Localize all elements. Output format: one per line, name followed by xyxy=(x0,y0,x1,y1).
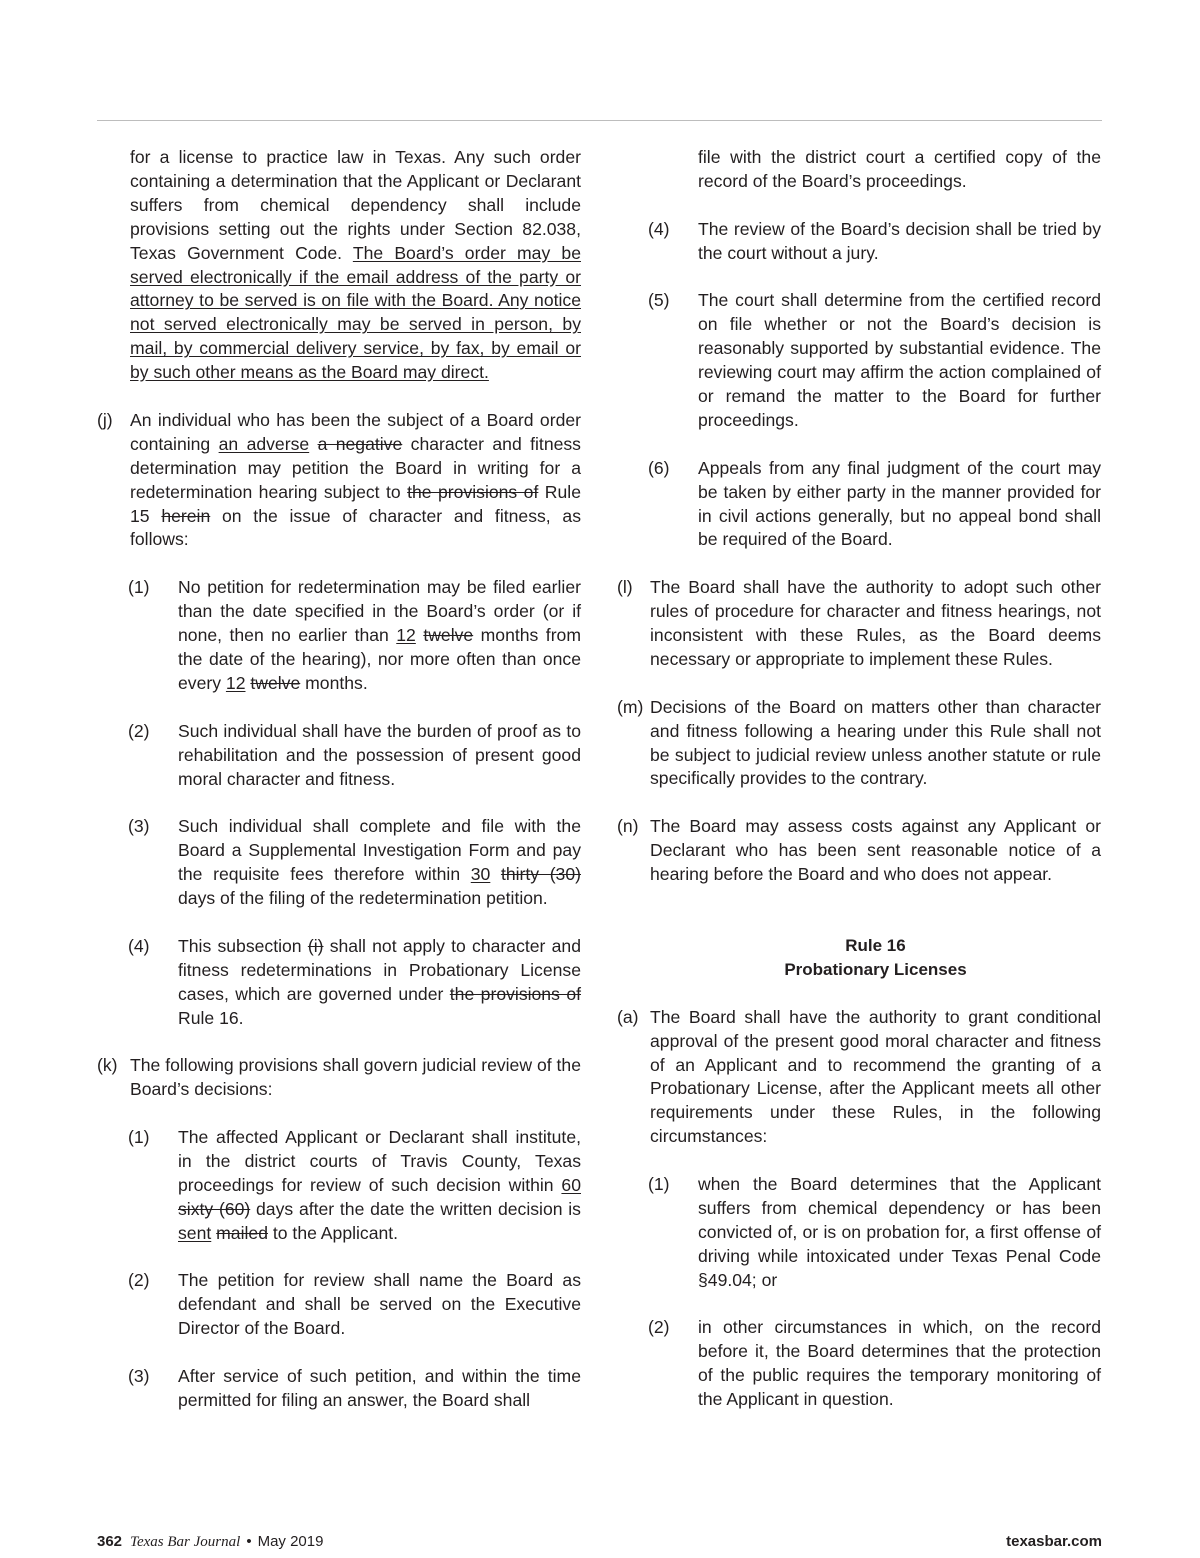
text: The Board may assess costs against any Applicant or Declarant who has been sent reasonable notice of a hearing before the Board and who does not appear. xyxy=(650,816,1101,885)
page-number: 362 xyxy=(97,1533,123,1550)
rule-16-heading xyxy=(617,934,1101,982)
inserted-text: 12 xyxy=(396,625,416,646)
item-label: (1) xyxy=(128,577,150,598)
text: Decisions of the Board on matters other than character and fitness following a hearing under this Rule shall not be subject to judicial review unless another statute or rule specifically provides to the contrary. xyxy=(650,696,1101,789)
text: The court shall determine from the certified record on file whether or not the Board’s decision is reasonably supported by substantial evidence. The reviewing court may affirm the action complained of or remand the matter to the Board for further proceedings. xyxy=(698,290,1101,430)
paragraph-j xyxy=(97,409,581,552)
item-label: (2) xyxy=(128,720,150,741)
page-footer xyxy=(97,1532,1102,1552)
item-label: (m) xyxy=(617,696,644,717)
paragraph-a-2 xyxy=(617,1316,1101,1412)
deleted-text: mailed xyxy=(216,1222,268,1243)
deleted-text: (i) xyxy=(307,935,324,956)
paragraph-a xyxy=(617,1006,1101,1149)
paragraph-k-1 xyxy=(97,1126,581,1246)
text: The following provisions shall govern judicial review of the Board’s decisions: xyxy=(130,1055,581,1100)
text: for a license to practice law in Texas. Any such order containing a determination that the Applicant or Declarant suffers from chemical dependency shall include provisions setting out the rights under Section 82.038, Texas Government Code. xyxy=(130,147,581,263)
paragraph-j-3 xyxy=(97,815,581,911)
text: After service of such petition, and within the time permitted for filing an answer, the Board shall xyxy=(178,1366,581,1410)
text: months from the date of the hearing), nor more often than once every xyxy=(178,625,581,693)
inserted-text: 30 xyxy=(470,864,491,885)
paragraph-m xyxy=(617,696,1101,792)
deleted-text: twelve xyxy=(250,672,301,693)
deleted-text: the provisions of xyxy=(449,983,581,1004)
text: months. xyxy=(300,672,368,693)
text: Such individual shall complete and file with the Board a Supplemental Investigation Form and pay the requisite fees therefore within xyxy=(178,816,581,885)
inserted-text: an adverse xyxy=(218,433,310,454)
deleted-text: thirty (30) xyxy=(500,864,581,885)
paragraph-j-4 xyxy=(97,935,581,1031)
right-column xyxy=(617,146,1101,1412)
text: days after the date the written decision is xyxy=(250,1198,581,1219)
item-label: (k) xyxy=(97,1055,118,1076)
item-label: (6) xyxy=(648,457,670,478)
paragraph-i-continued xyxy=(97,146,581,385)
rule-title: Rule 16 xyxy=(845,936,906,955)
item-label: (a) xyxy=(617,1006,639,1027)
paragraph-k-4 xyxy=(617,218,1101,266)
text: Appeals from any final judgment of the court may be taken by either party in the manner provided for in civil actions generally, but no appeal bond shall be required of the Board. xyxy=(698,457,1101,550)
text: The petition for review shall name the Board as defendant and shall be served on the Executive Director of the Board. xyxy=(178,1270,581,1339)
item-label: (1) xyxy=(128,1127,150,1148)
item-label: (2) xyxy=(128,1270,150,1291)
item-label: (3) xyxy=(128,1366,150,1387)
paragraph-k-3-continued xyxy=(617,146,1101,194)
text: Rule 16. xyxy=(178,1007,244,1028)
bullet-separator: • xyxy=(246,1533,252,1550)
item-label: (3) xyxy=(128,816,150,837)
text: The affected Applicant or Declarant shall institute, in the district courts of Travis County, Texas proceedings for review of such decision within xyxy=(178,1127,581,1195)
rule-subtitle: Probationary Licenses xyxy=(784,959,967,979)
inserted-text: 12 xyxy=(225,672,246,693)
inserted-text: The Board’s order may be served electronically if the email address of the party or attorney to be served is on file with the Board. Any notice not served electronically may be served in person, by mail, by commercial delivery service, by fax, by email or by such other means as the Board may direct. xyxy=(130,242,581,383)
text: when the Board determines that the Applicant suffers from chemical dependency or has been convicted of, or is on probation for, a first offense of driving while intoxicated under Texas Penal Code §49.04; or xyxy=(698,1174,1101,1290)
text: This subsection xyxy=(178,935,308,956)
text: The Board shall have the authority to grant conditional approval of the present good moral character and fitness of an Applicant and to recommend the granting of a Probationary License, after the Applicant meets all other requirements under these Rules, in the following circumstances: xyxy=(650,1006,1101,1147)
deleted-text: sixty (60) xyxy=(178,1198,251,1219)
deleted-text: herein xyxy=(161,505,211,526)
item-label: (4) xyxy=(648,218,670,239)
item-label: (n) xyxy=(617,816,639,837)
text: shall not apply to character and fitness redeterminations in Probationary License cases, which are governed under xyxy=(178,935,581,1004)
journal-name: Texas Bar Journal xyxy=(130,1534,241,1550)
issue-date: May 2019 xyxy=(257,1533,324,1550)
paragraph-k-2 xyxy=(97,1269,581,1341)
left-column xyxy=(97,146,581,1413)
item-label: (l) xyxy=(617,577,633,598)
website-link[interactable]: texasbar.com xyxy=(1006,1533,1102,1550)
text: Such individual shall have the burden of proof as to rehabilitation and the possession of present good moral character and fitness. xyxy=(178,720,581,789)
inserted-text: sent xyxy=(178,1222,212,1243)
paragraph-n xyxy=(617,815,1101,887)
text: The review of the Board’s decision shall be tried by the court without a jury. xyxy=(698,218,1101,263)
paragraph-l xyxy=(617,576,1101,672)
item-label: (4) xyxy=(128,935,150,956)
paragraph-a-1 xyxy=(617,1173,1101,1293)
text: An individual who has been the subject of a Board order containing xyxy=(130,409,581,454)
deleted-text: the provisions of xyxy=(407,481,539,502)
deleted-text: twelve xyxy=(423,625,474,646)
text: character and fitness determination may petition the Board in writing for a redetermination hearing subject to xyxy=(130,433,581,502)
text: file with the district court a certified copy of the record of the Board’s proceedings. xyxy=(698,147,1101,191)
paragraph-j-2 xyxy=(97,720,581,792)
text: Rule 15 xyxy=(130,481,581,526)
inserted-text: 60 xyxy=(561,1174,581,1195)
text: days of the filing of the redetermination petition. xyxy=(178,888,548,909)
text: in other circumstances in which, on the record before it, the Board determines that the protection of the public requires the temporary monitoring of the Applicant in question. xyxy=(698,1317,1101,1410)
paragraph-k-3 xyxy=(97,1365,581,1413)
text: The Board shall have the authority to adopt such other rules of procedure for character and fitness hearings, not inconsistent with these Rules, as the Board deems necessary or appropriate to implement these Rules. xyxy=(650,577,1101,669)
paragraph-j-1 xyxy=(97,576,581,696)
item-label: (j) xyxy=(97,409,113,430)
paragraph-k-5 xyxy=(617,289,1101,432)
text: on the issue of character and fitness, as follows: xyxy=(130,505,581,550)
deleted-text: a negative xyxy=(317,433,403,454)
paragraph-k-6 xyxy=(617,457,1101,553)
header-rule xyxy=(97,120,1102,121)
item-label: (5) xyxy=(648,290,670,311)
text: to the Applicant. xyxy=(267,1222,399,1243)
text: No petition for redetermination may be filed earlier than the date specified in the Board’s order (or if none, then no earlier than xyxy=(178,577,581,646)
item-label: (1) xyxy=(648,1174,670,1195)
paragraph-k xyxy=(97,1054,581,1102)
item-label: (2) xyxy=(648,1317,670,1338)
